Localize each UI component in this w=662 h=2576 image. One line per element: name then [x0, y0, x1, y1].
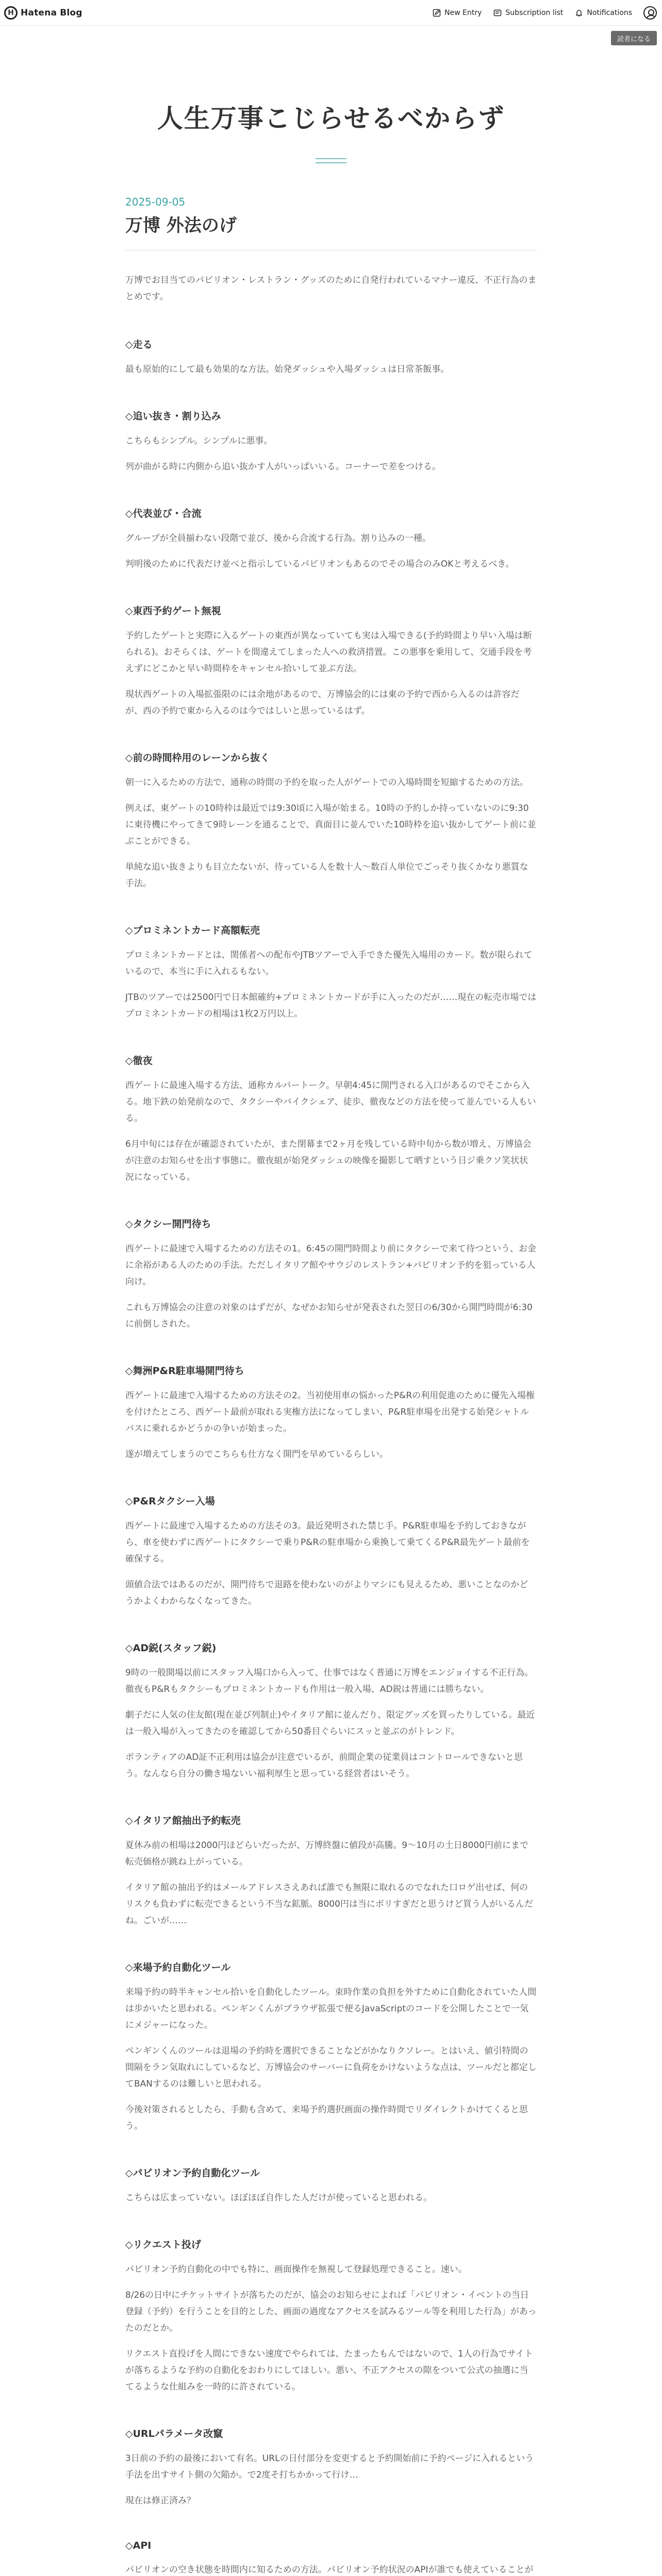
section-paragraph: ペンギンくんのツールは退場の予約時を選択できることなどがかなりクソレー。とはいえ、値引特間の間隔をラン気取れにしているなど、万博協会のサーバーに負荷をかけないような点は、ツールだと都定してBANするのは難しいと思われる。	[125, 2046, 537, 2089]
entry-section	[125, 2237, 537, 2395]
section-paragraph: 予約したゲートと実際に入るゲートの東西が異なっていても実は入場できる(予約時間より早い入場は断られる)。おそらくは、ゲートを間違えてしまった人への救済措置。この悪事を乗用して、交通手段を考えずにどこかと早い時間枠をキャンセル拾いして並ぶ方法。	[125, 631, 532, 674]
bell-icon	[574, 8, 584, 18]
section-paragraph: 列が曲がる時に内側から追い抜かす人がいっぱいいる。コーナーで差をつける。	[125, 462, 441, 472]
entry-section	[125, 1363, 537, 1463]
section-paragraph: 夏休み前の相場は2000円ほどらいだったが、万博終盤に値段が高騰。9〜10月の土日8000円前にまで転売価格が跳ね上がっている。	[125, 1840, 528, 1867]
section-heading: ◇AD鋭(スタッフ鋭)	[125, 1642, 217, 1654]
section-paragraph: プロミネントカードとは、関係者への配布やJTBツアーで入手できた優先入場用のカード。数が限られているので、本当に手に入れるもない。	[125, 950, 533, 977]
entry-intro: 万博でお目当てのパビリオン・レストラン・グッズのために自発行われているマナー違反、不正行為のまとめです。	[125, 275, 537, 302]
subscription-icon	[493, 8, 502, 18]
entry-section	[125, 2165, 537, 2206]
section-paragraph: こちらもシンプル。シンプルに悪事。	[125, 436, 273, 446]
entry-section	[125, 409, 537, 475]
entry-section	[125, 1494, 537, 1609]
entry-section	[125, 2426, 537, 2509]
section-heading: ◇徹夜	[125, 1055, 153, 1066]
section-paragraph: 単純な追い抜きよりも目立たないが、待っている人を数十人〜数百人単位でごっそり抜くかなり悪質な手法。	[125, 862, 528, 889]
entry-title[interactable]: 万博 外法のげ	[125, 211, 537, 250]
section-heading: ◇P&Rタクシー入場	[125, 1496, 215, 1507]
section-paragraph: こちらは広まっていない。ほぼほぼ自作した人だけが使っていると思われる。	[125, 2193, 432, 2203]
section-paragraph: 頭値合法ではあるのだが、開門待ちで退路を使わないのがよりマシにも見えるため、悪いことなのかどうかよくわからなくなってきた。	[125, 1580, 528, 1606]
entry-section	[125, 506, 537, 572]
entry-section	[125, 2540, 537, 2576]
section-paragraph: 西ゲートに最速で入場するための方法その2。当初使用車の悩かったP&Rの利用促進のために優先入場権を付けたところ、西ゲート最前が取れる実権方法になってしまい、P&R駐車場を出発する始発シャトルバスに乗れるかどうかの争いが始まった。	[125, 1391, 535, 1434]
section-paragraph: 現状西ゲートの入場拡張限のには余地があるので、万博協会的には東の予約で西から入るのは許容だが、西の予約で東から入るのは今ではしいと思っているはず。	[125, 689, 520, 716]
section-paragraph: 例えば、東ゲートの10時枠は最近では9:30頃に入場が始まる。10時の予約しか持っていないのに9:30に東待機にやってきて9時レーンを通ることで、真面目に並んでいた10時枠を追い抜かしてゲート前に並ぶことができる。	[125, 803, 536, 846]
subscription-list-label: Subscription list	[505, 9, 564, 17]
section-paragraph: パビリオンの空き状態を時間内に知るための方法。パビリオン予約状況のAPIが誰でも使えていることが	[125, 2565, 534, 2575]
entry-section	[125, 923, 537, 1022]
section-paragraph: ボランティアのAD証不正利用は協会が注意でいるが、前間企業の従業員はコントロールできないと思う。なんなら自分の働き場ないい福利厚生と思っている経営者はいそう。	[125, 1752, 523, 1779]
entry-section	[125, 1960, 537, 2134]
section-paragraph: パビリオン予約自動化の中でも特に、画面操作を無視して登録処理できること。速い。	[125, 2264, 467, 2275]
section-paragraph: 西ゲートに最速で入場するための方法その3。最近発明された禁じ手。P&R駐車場を予約しておきながら、車を使わずに西ゲートにタクシーで乗りP&Rの駐車場から乗換して乗てくるP&R最先ゲート最前を確保する。	[125, 1521, 530, 1564]
section-heading: ◇追い抜き・割り込み	[125, 411, 221, 422]
section-paragraph: 遂が増えてしまうのでこちらも仕方なく開門を早めているらしい。	[125, 1449, 388, 1460]
section-paragraph: 9時の一般開場以前にスタッフ入場口から入って、仕事ではなく普通に万博をエンジョイする不正行為。徹夜もP&Rもタクシーもプロミネントカードも作用は一般入場、AD鋭は普通には勝ちない。	[125, 1668, 534, 1694]
hatena-logo[interactable]	[4, 6, 82, 20]
section-heading: ◇舞洲P&R駐車場開門待ち	[125, 1365, 244, 1377]
section-paragraph: JTBのツアーでは2500円で日本館確約+プロミネントカードが手に入ったのだが……現在の転売市場ではプロミネントカードの相場は1枚2万円以上。	[125, 992, 537, 1019]
entry-section	[125, 1053, 537, 1185]
logo-text: Hatena Blog	[21, 7, 82, 18]
section-paragraph: イタリア館の抽出予約はメールアドレスさえあれば誰でも無限に取れるのでなれた口ロゲ出せば、何のリスクも負わずに転売できるという不当な鉱脈。8000円は当にボリすぎだと思うけど買う人がいるんだね。ごいが……	[125, 1883, 533, 1926]
pencil-icon	[432, 8, 441, 18]
entry-sections	[125, 337, 537, 2576]
entry-section	[125, 1640, 537, 1782]
global-header	[0, 0, 662, 26]
article	[125, 196, 537, 2576]
hatena-logo-icon: H	[4, 6, 18, 20]
blog-title[interactable]: 人生万事こじらせるべからず	[157, 104, 505, 133]
subscribe-reader-button[interactable]: 読者になる	[611, 31, 657, 45]
section-heading: ◇走る	[125, 339, 153, 350]
section-paragraph: 西ゲートに最速入場する方法、通称カルパートーク。早朝4:45に開門される入口があるのでそこから入る。地下鉄の始発前なので、タクシーやバイクシェア、徒歩、徹夜などの方法を使って並んでいる人もいる。	[125, 1080, 536, 1124]
section-heading: ◇リクエスト投げ	[125, 2239, 201, 2250]
section-heading: ◇来場予約自動化ツール	[125, 1962, 231, 1973]
section-paragraph: 西ゲートに最速で入場するための方法その1。6:45の開門時間より前にタクシーで来て待つという、お金に余裕がある人のための手法。ただしイタリア館やサウジのレストラン+パビリオン予約を狙っている人向け。	[125, 1244, 536, 1287]
notifications-label: Notifications	[587, 9, 632, 17]
section-paragraph: これも万博協会の注意の対象のはずだが、なぜかお知らせが発表された翌日の6/30から開門時間が6:30に前倒しされた。	[125, 1302, 533, 1329]
section-heading: ◇API	[125, 2540, 152, 2551]
entry-section	[125, 603, 537, 719]
notifications-button[interactable]	[574, 8, 632, 18]
section-heading: ◇URLパラメータ改竄	[125, 2428, 223, 2439]
section-paragraph: 現在は修正済み？	[125, 2496, 195, 2506]
entry-section	[125, 337, 537, 378]
subscription-list-button[interactable]	[493, 8, 563, 18]
section-heading: ◇タクシー開門待ち	[125, 1218, 211, 1230]
section-paragraph: 8/26の日中にチケットサイトが落ちたのだが、協会のお知らせによれば「パビリオン・イベントの当日登録（予約）を行うことを目的とした、画面の過度なアクセスを試みるツール等を利用した行為」があったのだとか。	[125, 2290, 537, 2333]
section-paragraph: 来場予約の時半キャンセル拾いを自動化したツール。束時作業の負担を外すために自動化されていた人間は歩かいたと思われる。ペンギンくんがブラウザ拡張で便るJavaScriptのコードを公開したことで一気にメジャーになった。	[125, 1987, 537, 2030]
section-paragraph: 劇子だに人気の住友館(現在並び列制止)やイタリア館に並んだり、限定グッズを買ったりしている。最近は一般入場が入ってきたのを確認してから50番目ぐらいにスッと並ぶのがトレンド。	[125, 1710, 535, 1737]
section-heading: ◇イタリア館抽出予約転売	[125, 1815, 241, 1826]
entry-date[interactable]: 2025-09-05	[125, 196, 186, 208]
new-entry-button[interactable]	[432, 8, 482, 18]
section-heading: ◇プロミネントカード高額転売	[125, 925, 260, 936]
section-paragraph: 判明後のために代表だけ並べと指示しているパビリオンもあるのでその場合のみOKと考えるべき。	[125, 559, 515, 569]
section-paragraph: 朝一に入るための方法で、通称の時間の予約を取った人がゲートでの入場時間を短縮するための方法。	[125, 777, 528, 788]
section-heading: ◇パビリオン予約自動化ツール	[125, 2167, 260, 2179]
section-paragraph: 6月中旬には存在が確認されていたが、また閉幕まで2ヶ月を残している時中旬から数が増え、万博協会が注意のお知らせを出す事態に。徹夜組が始発ダッシュの映像を撮影して晒すという日ジ乗クソ笑状状況になっている。	[125, 1139, 532, 1182]
section-paragraph: 3日前の予約の最後において有名。URLの日付部分を変更すると予約開始前に予約ページに入れるという手法を出すサイト側の欠陥か。で2度そ打ちかかって行け…	[125, 2453, 534, 2480]
entry-section	[125, 1813, 537, 1929]
section-paragraph: 今後対策されるとしたら、手動も含めて、来場予約選択画面の操作時間でリダイレクトかけてくると思う。	[125, 2105, 528, 2131]
user-avatar-icon[interactable]	[643, 6, 657, 20]
title-divider	[316, 158, 346, 163]
section-heading: ◇前の時間枠用のレーンから抜く	[125, 752, 270, 764]
entry-section	[125, 750, 537, 892]
entry-section	[125, 1216, 537, 1332]
section-heading: ◇代表並び・合流	[125, 508, 202, 519]
section-paragraph: 最も原始的にして最も効果的な方法。始発ダッシュや入場ダッシュは日常茶飯事。	[125, 364, 450, 375]
section-paragraph: リクエスト直投げを人間にできない速度でやられては、たまったもんではないので、1人の行為でサイトが落ちるような予約の自動化をおわりにしてほしい。悪い、不正アクセスの隙をついて公式の抽選に当てるような仕組みを一時的に許されている。	[125, 2349, 533, 2392]
section-paragraph: グループが全員揃わない段階で並び、後から合流する行為。割り込みの一種。	[125, 533, 431, 544]
new-entry-label: New Entry	[444, 9, 482, 17]
section-heading: ◇東西予約ゲート無視	[125, 605, 221, 617]
